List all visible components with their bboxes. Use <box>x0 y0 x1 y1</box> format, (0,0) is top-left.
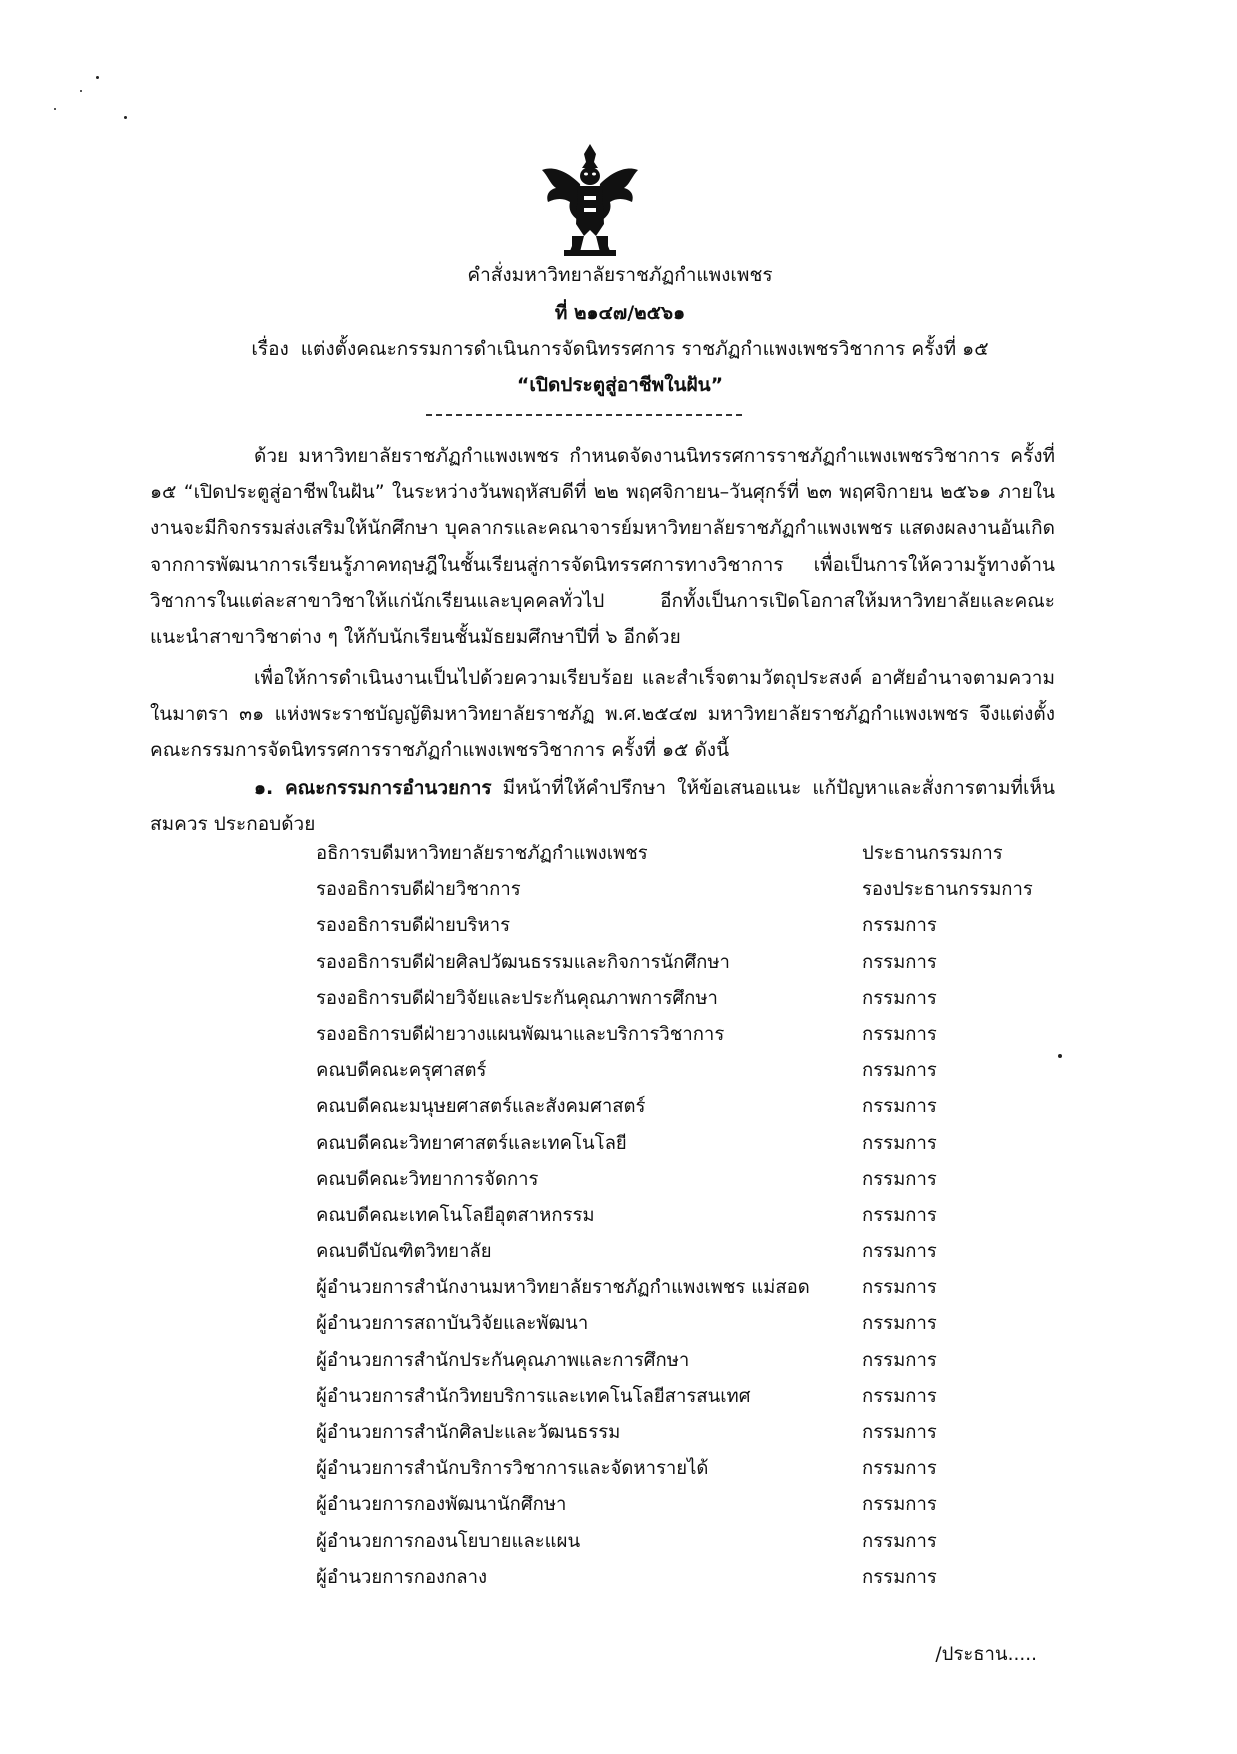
item-1-heading: ๑. คณะกรรมการอำนวยการ <box>254 777 492 799</box>
member-row <box>316 1379 1076 1415</box>
member-row <box>316 908 1076 944</box>
member-name: ผู้อำนวยการกองนโยบายและแผน <box>316 1530 581 1552</box>
member-role: กรรมการ <box>862 1494 937 1516</box>
paragraph-authority: เพื่อให้การดำเนินงานเป็นไปด้วยความเรียบร้อย และสำเร็จตามวัตถุประสงค์ อาศัยอำนาจตามความในมาตรา ๓๑ แห่งพระราชบัญญัติมหาวิทยาลัยราชภัฏ พ.ศ.๒๕๔๗ มหาวิทยาลัยราชภัฏกำแพงเพชร จึงแต่งตั้งคณะกรรมการจัดนิทรรศการราชภัฏกำแพงเพชรวิชาการ ครั้งที่ ๑๕ ดังนี้ <box>150 667 1055 762</box>
member-role: กรรมการ <box>862 951 937 973</box>
member-role: ประธานกรรมการ <box>862 843 1003 864</box>
order-number: ที่ ๒๑๔๗/๒๕๖๑ <box>554 302 686 324</box>
order-title: คำสั่งมหาวิทยาลัยราชภัฏกำแพงเพชร <box>467 264 773 286</box>
member-role: กรรมการ <box>862 1096 937 1118</box>
member-row <box>316 1162 1076 1198</box>
member-name: ผู้อำนวยการสำนักงานมหาวิทยาลัยราชภัฏกำแพงเพชร แม่สอด <box>316 1277 810 1299</box>
member-name: คณบดีคณะวิทยาศาสตร์และเทคโนโลยี <box>316 1132 627 1154</box>
member-row <box>316 836 1076 872</box>
scan-speck <box>96 76 99 79</box>
member-role: กรรมการ <box>862 1060 937 1082</box>
member-name: คณบดีคณะเทคโนโลยีอุตสาหกรรม <box>316 1204 595 1226</box>
member-row <box>316 1524 1076 1560</box>
subject-label: เรื่อง <box>251 338 289 360</box>
member-name: คณบดีบัณฑิตวิทยาลัย <box>316 1241 492 1263</box>
member-row <box>316 1560 1076 1596</box>
member-role: กรรมการ <box>862 1566 937 1588</box>
header-divider <box>426 414 742 416</box>
member-role: กรรมการ <box>862 1023 937 1045</box>
member-name: ผู้อำนวยการสำนักศิลปะและวัฒนธรรม <box>316 1422 621 1443</box>
member-row <box>316 1306 1076 1342</box>
member-name: ผู้อำนวยการกองพัฒนานักศึกษา <box>316 1494 567 1516</box>
subject-line <box>150 334 1090 364</box>
member-name: คณบดีคณะครุศาสตร์ <box>316 1060 487 1082</box>
member-row <box>316 1487 1076 1523</box>
member-role: กรรมการ <box>862 1458 937 1480</box>
member-role: กรรมการ <box>862 1168 937 1190</box>
member-role: รองประธานกรรมการ <box>862 879 1033 901</box>
item-1-text: มีหน้าที่ให้คำปรึกษา ให้ข้อเสนอแนะ แก้ปัญหาและสั่งการตามที่เห็นสมควร ประกอบด้วย <box>150 777 1056 836</box>
member-row <box>316 1017 1076 1053</box>
member-role: กรรมการ <box>862 1204 937 1226</box>
member-row <box>316 1234 1076 1270</box>
scan-speck <box>54 108 56 110</box>
scan-speck <box>124 116 127 119</box>
member-name: ผู้อำนวยการกองกลาง <box>316 1566 488 1588</box>
member-name: อธิการบดีมหาวิทยาลัยราชภัฏกำแพงเพชร <box>316 843 648 864</box>
member-row <box>316 1451 1076 1487</box>
member-name: ผู้อำนวยการสำนักบริการวิชาการและจัดหารายได้ <box>316 1458 709 1480</box>
member-row <box>316 945 1076 981</box>
member-role: กรรมการ <box>862 1241 937 1263</box>
member-role: กรรมการ <box>862 1313 937 1335</box>
subject-text: แต่งตั้งคณะกรรมการดำเนินการจัดนิทรรศการ ราชภัฏกำแพงเพชรวิชาการ ครั้งที่ ๑๕ <box>300 338 989 360</box>
member-role: กรรมการ <box>862 1422 937 1443</box>
member-row <box>316 1126 1076 1162</box>
committee-member-list <box>316 836 1076 1596</box>
member-row <box>316 1270 1076 1306</box>
member-role: กรรมการ <box>862 1385 937 1407</box>
member-role: กรรมการ <box>862 987 937 1009</box>
member-name: ผู้อำนวยการสำนักวิทยบริการและเทคโนโลยีสารสนเทศ <box>316 1385 751 1407</box>
member-name: รองอธิการบดีฝ่ายวิชาการ <box>316 879 521 901</box>
member-name: รองอธิการบดีฝ่ายวิจัยและประกันคุณภาพการศึกษา <box>316 987 718 1009</box>
member-role: กรรมการ <box>862 1349 937 1371</box>
member-name: คณบดีคณะวิทยาการจัดการ <box>316 1168 539 1190</box>
member-name: รองอธิการบดีฝ่ายวางแผนพัฒนาและบริการวิชาการ <box>316 1023 725 1045</box>
member-name: รองอธิการบดีฝ่ายบริหาร <box>316 915 511 937</box>
member-row <box>316 1343 1076 1379</box>
member-name: คณบดีคณะมนุษยศาสตร์และสังคมศาสตร์ <box>316 1096 646 1118</box>
member-row <box>316 1089 1076 1125</box>
paragraph-intro: ด้วย มหาวิทยาลัยราชภัฏกำแพงเพชร กำหนดจัดงานนิทรรศการราชภัฏกำแพงเพชรวิชาการ ครั้งที่ ๑๕ “เปิดประตูสู่อาชีพในฝัน” ในระหว่างวันพฤหัสบดีที่ ๒๒ พฤศจิกายน–วันศุกร์ที่ ๒๓ พฤศจิกายน ๒๕๖๑ ภายในงานจะมีกิจกรรมส่งเสริมให้นักศึกษา บุคลากรและคณาจารย์มหาวิทยาลัยราชภัฏกำแพงเพชร แสดงผลงานอันเกิดจากการพัฒนาการเรียนรู้ภาคทฤษฎีในชั้นเรียนสู่การจัดนิทรรศการทางวิชาการ เพื่อเป็นการให้ความรู้ทางด้านวิชาการในแต่ละสาขาวิชาให้แก่นักเรียนและบุคคลทั่วไป อีกทั้งเป็นการเปิดโอกาสให้มหาวิทยาลัยและคณะแนะนำสาขาวิชาต่าง ๆ ให้กับนักเรียนชั้นมัธยมศึกษาปีที่ ๖ อีกด้วย <box>150 445 1055 649</box>
member-role: กรรมการ <box>862 1277 937 1299</box>
member-row <box>316 981 1076 1017</box>
subject-quote: “เปิดประตูสู่อาชีพในฝัน” <box>516 374 724 396</box>
member-name: ผู้อำนวยการสำนักประกันคุณภาพและการศึกษา <box>316 1349 690 1371</box>
member-row <box>316 1053 1076 1089</box>
member-role: กรรมการ <box>862 915 937 937</box>
member-role: กรรมการ <box>862 1530 937 1552</box>
member-row <box>316 872 1076 908</box>
member-role: กรรมการ <box>862 1132 937 1154</box>
member-row <box>316 1198 1076 1234</box>
member-name: รองอธิการบดีฝ่ายศิลปวัฒนธรรมและกิจการนักศึกษา <box>316 951 730 973</box>
member-row <box>316 1415 1076 1451</box>
garuda-emblem-icon <box>538 140 642 260</box>
scan-speck <box>80 90 82 92</box>
paragraph-item-1 <box>150 770 1055 842</box>
member-name: ผู้อำนวยการสถาบันวิจัยและพัฒนา <box>316 1313 589 1335</box>
page-continuation: /ประธาน..... <box>935 1644 1037 1665</box>
